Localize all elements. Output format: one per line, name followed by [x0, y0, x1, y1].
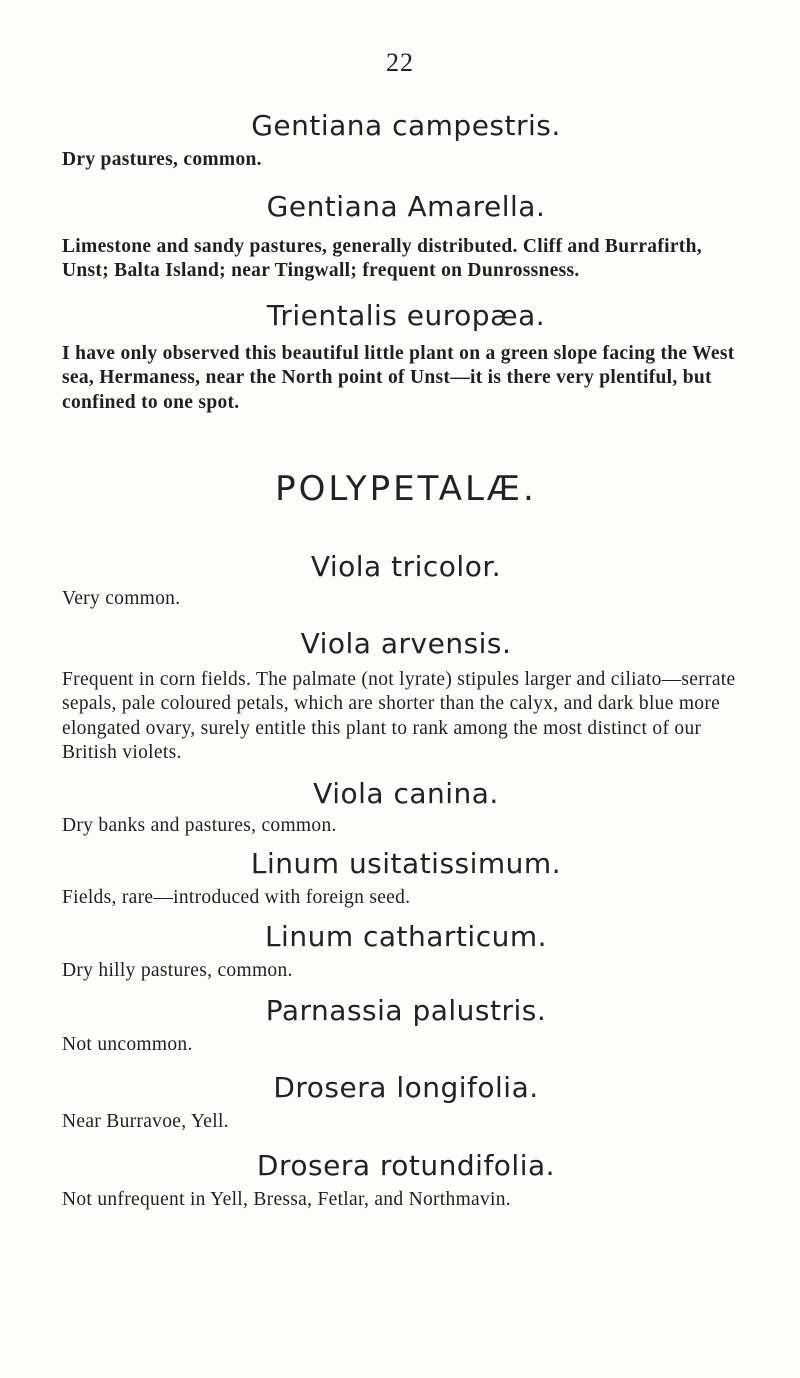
page-content [62, 108, 750, 1213]
species-note: Dry pastures, common. [62, 149, 262, 170]
section-heading: POLYPETALÆ. [275, 469, 537, 509]
species-heading: Gentiana Amarella. [266, 189, 546, 223]
species-note: Near Burravoe, Yell. [62, 1110, 229, 1132]
species-note: Very common. [62, 588, 181, 609]
species-heading: Parnassia palustris. [265, 994, 547, 1027]
species-heading: Drosera longifolia. [273, 1070, 539, 1104]
species-heading: Trientalis europæa. [266, 298, 546, 332]
species-heading: Linum usitatissimum. [250, 847, 562, 880]
species-note: Not unfrequent in Yell, Bressa, Fetlar, and Northmavin. [62, 1189, 511, 1210]
species-note: Limestone and sandy pastures, generally distributed. Cliff and Burrafirth, Unst; Balta Island; near Tingwall; frequent on Dunrossness. [62, 235, 702, 281]
species-heading: Viola arvensis. [300, 626, 512, 660]
page-number: 22 [386, 48, 414, 77]
species-note: Not uncommon. [62, 1034, 193, 1055]
species-heading: Viola canina. [313, 776, 499, 810]
species-note: Dry hilly pastures, common. [62, 959, 293, 981]
species-heading: Linum catharticum. [264, 919, 548, 953]
species-heading: Drosera rotundifolia. [256, 1149, 556, 1182]
species-heading: Viola tricolor. [310, 550, 502, 583]
species-note: Dry banks and pastures, common. [62, 814, 337, 836]
species-note: Fields, rare—introduced with foreign seed. [62, 887, 411, 908]
species-note: Frequent in corn fields. The palmate (not lyrate) stipules larger and ciliato—serrate sepals, pale coloured petals, which are shorter than the calyx, and dark blue more elongated ovary, surely entitle this plant to rank among the most distinct of our British violets. [62, 668, 736, 763]
species-note: I have only observed this beautiful little plant on a green slope facing the West sea, Hermaness, near the North point of Unst—it is there very plentiful, but confined to one spot. [62, 342, 735, 413]
species-heading: Gentiana campestris. [251, 109, 561, 142]
